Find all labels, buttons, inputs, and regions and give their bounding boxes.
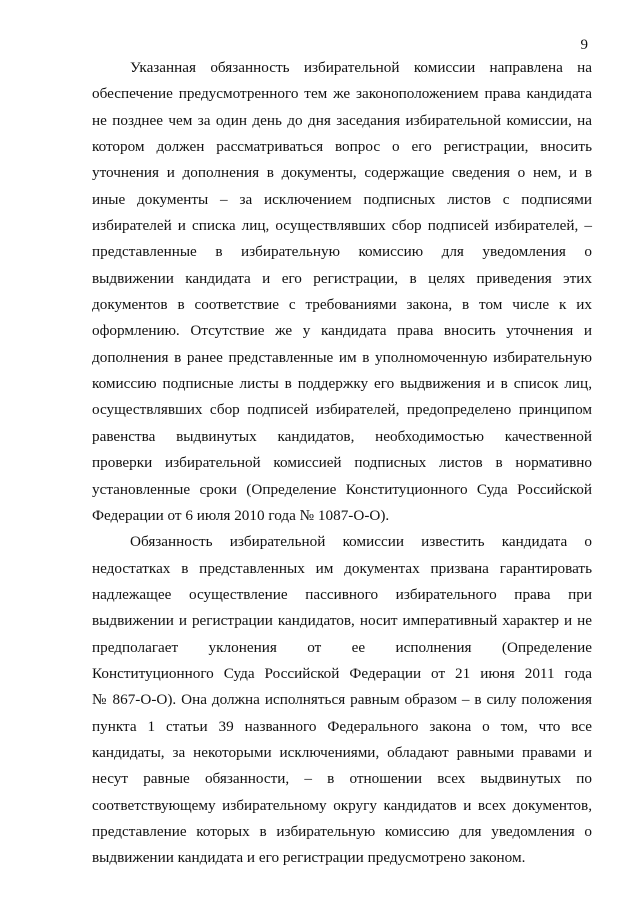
text-line: надлежащее осуществление пассивного избирательного права при (92, 585, 592, 603)
text-line: обеспечение предусмотренного тем же законоположением права кандидата (92, 85, 592, 103)
text-line: документов в соответствие с требованиями закона, в том числе к их (92, 296, 592, 314)
text-line: уточнения и дополнения в документы, содержащие сведения о нем, и в (92, 164, 592, 182)
text-line: осуществлявших сбор подписей избирателей, предопределено принципом (92, 401, 592, 419)
text-line: комиссию подписные листы в поддержку его выдвижения и в список лиц, (92, 375, 592, 393)
paragraph-2 (92, 529, 592, 871)
page-number: 9 (580, 37, 588, 53)
text-line: Указанная обязанность избирательной комиссии направлена на (130, 59, 592, 76)
text-line: соответствующему избирательному округу кандидатов и всех документов, (92, 796, 592, 814)
text-line: кандидаты, за некоторыми исключениями, обладают равными правами и (92, 743, 592, 761)
text-line: равенства выдвинутых кандидатов, необходимостью качественной (92, 427, 592, 445)
text-line: Федерации от 6 июля 2010 года № 1087-О-О). (92, 506, 390, 524)
text-line: представление которых в избирательную комиссию для уведомления о (92, 822, 592, 840)
text-line: № 867-О-О). Она должна исполняться равным образом – в силу положения (92, 691, 592, 709)
text-line: выдвижении кандидата и его регистрации, в целях приведения этих (92, 269, 592, 287)
text-line: пункта 1 статьи 39 названного Федерального закона о том, что все (92, 717, 592, 735)
text-line: выдвижении и регистрации кандидатов, носит императивный характер и не (92, 612, 592, 630)
text-line: котором должен рассматриваться вопрос о его регистрации, вносить (92, 138, 592, 156)
text-line: недостатках в представленных им документах призвана гарантировать (92, 559, 592, 577)
text-line: несут равные обязанности, – в отношении всех выдвинутых по (92, 770, 592, 788)
text-line: оформлению. Отсутствие же у кандидата права вносить уточнения и (92, 322, 592, 340)
text-line: дополнения в ранее представленные им в уполномоченную избирательную (92, 348, 592, 366)
text-line: установленные сроки (Определение Конституционного Суда Российской (92, 480, 592, 498)
text-line: не позднее чем за один день до дня заседания избирательной комиссии, на (92, 111, 592, 129)
text-line: предполагает уклонения от ее исполнения (Определение (92, 638, 592, 656)
text-body (92, 55, 592, 872)
text-line: проверки избирательной комиссией подписных листов в нормативно (92, 454, 592, 472)
text-line: избирателей и списка лиц, осуществлявших сбор подписей избирателей, – (92, 217, 592, 235)
text-line: иные документы – за исключением подписных листов с подписями (92, 190, 592, 208)
paragraph-1 (92, 55, 592, 529)
text-line: Конституционного Суда Российской Федерации от 21 июня 2011 года (92, 664, 592, 682)
text-line: представленные в избирательную комиссию для уведомления о (92, 243, 592, 261)
text-line: Обязанность избирательной комиссии известить кандидата о (130, 533, 592, 551)
text-line: выдвижении кандидата и его регистрации предусмотрено законом. (92, 849, 526, 867)
